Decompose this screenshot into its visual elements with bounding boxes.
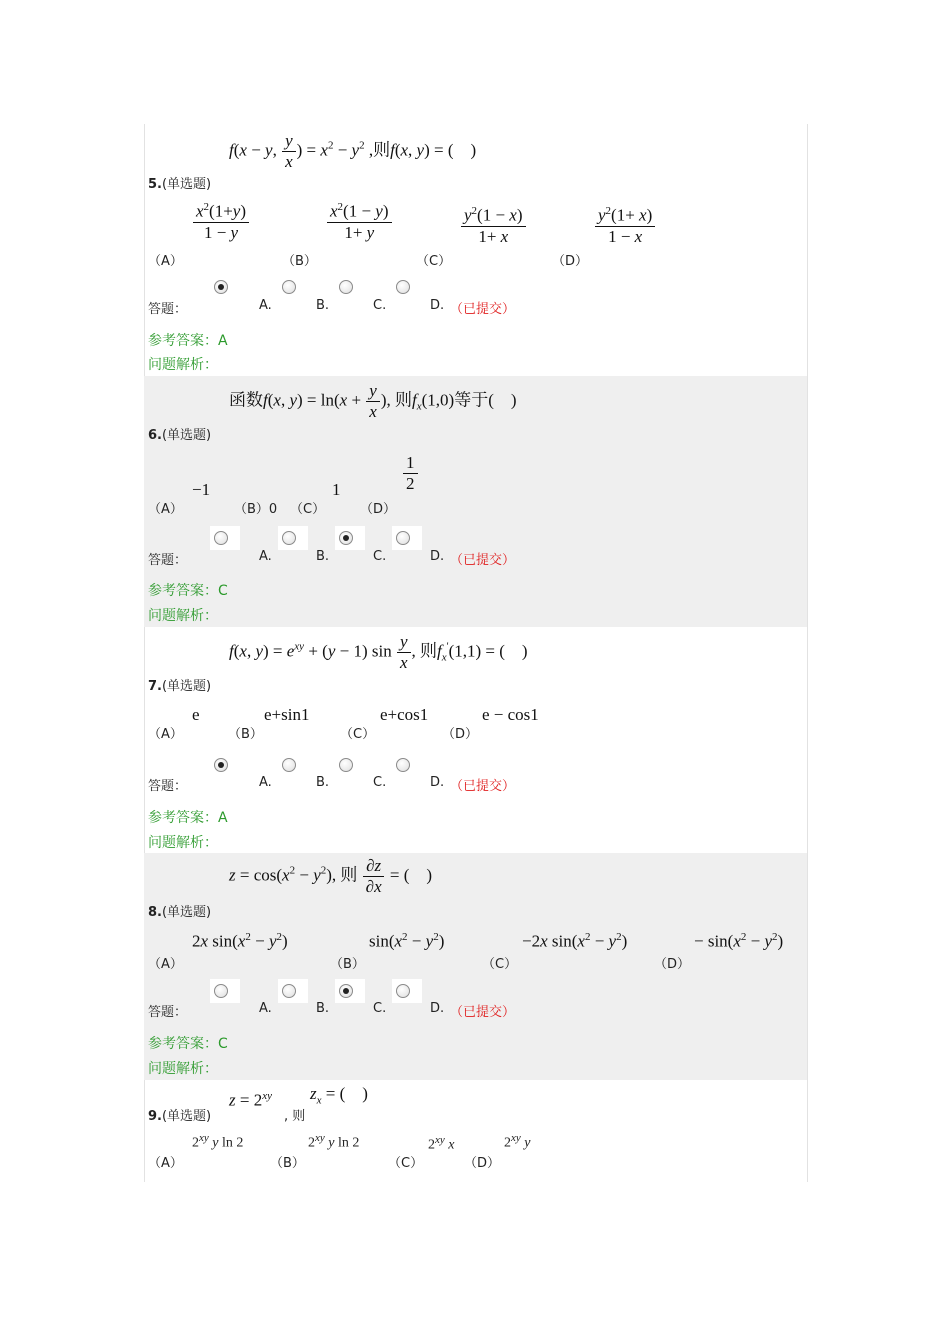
letter-a: A. [259,775,272,790]
radio-option-c[interactable] [339,758,353,772]
option-d-label: （D） [442,727,479,742]
answer-label: 答题： [148,302,188,317]
letter-c: C. [373,775,387,790]
option-d-value: $\frac{1}{2}$ [402,454,419,493]
option-a-label: （A） [148,254,183,269]
letter-a: A. [259,1001,272,1016]
radio-option-d[interactable] [396,984,410,998]
option-a-formula: $2^{xy}$ y ln 2 [192,1132,244,1151]
letter-c: C. [373,298,387,313]
question-stem-then: , 则 [284,1109,306,1124]
option-a-label: （A） [148,727,183,742]
radio-option-c[interactable] [339,280,353,294]
question-number: 8.(单选题) [148,905,212,920]
option-b-formula: $\sin(x^2 - y^2)$ [369,931,445,951]
question-stem-zx: $z_x$ = ( ) [310,1084,368,1107]
option-c-label: （C） [416,254,452,269]
radio-option-c[interactable] [339,984,353,998]
option-d-label: （D） [464,1156,501,1171]
radio-option-b[interactable] [282,531,296,545]
question-number: 6.(单选题) [148,428,212,443]
question-stem: $z = \cos(x^2 - y^2)$, 则 $\frac{\partial z}{\partial x}$ = ( ) [229,856,433,896]
letter-d: D. [430,549,445,564]
option-c-formula: $\frac{y^2(1 - x)}{1+ x}$ [460,206,527,245]
option-a-formula: $\frac{x^2(1+y)}{1 - y}$ [192,202,250,241]
option-b-formula: $\frac{x^2(1 - y)}{1+ y}$ [326,202,393,241]
answer-label: 答题： [148,553,188,568]
answer-label: 答题： [148,779,188,794]
option-c-value: 1 [332,480,341,499]
option-d-label: （D） [360,502,397,517]
option-b-label: （B）0 [234,502,278,517]
radio-option-b[interactable] [282,280,296,294]
option-d-formula: $2^{xy}$ y [504,1132,531,1151]
radio-option-c[interactable] [339,531,353,545]
reference-answer: 参考答案：A [148,810,228,826]
question-8 [144,853,807,1080]
letter-d: D. [430,775,445,790]
radio-option-d[interactable] [396,280,410,294]
letter-d: D. [430,1001,445,1016]
option-c-label: （C） [388,1156,424,1171]
option-c-value: e+cos1 [380,705,429,724]
option-d-label: （D） [654,957,691,972]
option-a-label: （A） [148,957,183,972]
question-7 [144,627,807,853]
option-a-label: （A） [148,502,183,517]
question-stem-z: $z = 2^{xy}$ [229,1090,272,1110]
option-d-label: （D） [552,254,589,269]
reference-answer: 参考答案：C [148,583,228,599]
option-d-formula: $\frac{y^2(1+ x)}{1 - x}$ [594,206,656,245]
analysis-label: 问题解析： [148,835,218,851]
letter-d: D. [430,298,445,313]
answer-label: 答题： [148,1005,188,1020]
option-b-formula: $2^{xy}$ y ln 2 [308,1132,360,1151]
letter-a: A. [259,298,272,313]
option-b-label: （B） [330,957,365,972]
question-6 [144,376,807,627]
radio-option-a[interactable] [214,984,228,998]
radio-option-b[interactable] [282,984,296,998]
radio-option-d[interactable] [396,531,410,545]
question-number: 7.(单选题) [148,679,212,694]
option-c-label: （C） [340,727,376,742]
letter-b: B. [316,549,330,564]
letter-b: B. [316,775,330,790]
option-b-value: e+sin1 [264,705,310,724]
analysis-label: 问题解析： [148,608,218,624]
option-b-label: （B） [282,254,317,269]
option-c-formula: −2x $\sin(x^2 - y^2)$ [522,931,628,951]
option-c-label: （C） [482,957,518,972]
option-b-label: （B） [270,1156,305,1171]
reference-answer: 参考答案：A [148,333,228,349]
radio-option-a[interactable] [214,531,228,545]
option-a-label: （A） [148,1156,183,1171]
question-number: 9.(单选题) [148,1109,212,1124]
option-d-formula: − $\sin(x^2 - y^2)$ [694,931,784,951]
letter-c: C. [373,1001,387,1016]
option-a-value: −1 [192,480,211,499]
question-number: 5.(单选题) [148,177,212,192]
radio-option-d[interactable] [396,758,410,772]
question-stem: f(x − y, $\frac{y}{x}$ ) = $x^2 - y^2$ ,则f(x, y) = ( ) [229,131,477,171]
letter-b: B. [316,1001,330,1016]
radio-option-a[interactable] [214,758,228,772]
option-c-formula: $2^{xy}$ x [428,1134,455,1153]
submitted-status: （已提交） [450,553,516,568]
analysis-label: 问题解析： [148,357,218,373]
question-5 [144,124,807,376]
option-c-label: （C） [290,502,326,517]
question-9 [144,1080,807,1182]
letter-b: B. [316,298,330,313]
reference-answer: 参考答案：C [148,1036,228,1052]
option-a-value: e [192,705,200,724]
letter-a: A. [259,549,272,564]
radio-option-a[interactable] [214,280,228,294]
analysis-label: 问题解析： [148,1061,218,1077]
question-stem: f(x, $y) = e^{xy} + (y - 1)$ sin $\frac{y}{x}$ , 则$f_x'(1,1)$ = ( ) [229,632,528,672]
submitted-status: （已提交） [450,302,516,317]
submitted-status: （已提交） [450,779,516,794]
submitted-status: （已提交） [450,1005,516,1020]
option-b-label: （B） [228,727,263,742]
option-a-formula: 2x $\sin(x^2 - y^2)$ [192,931,288,951]
radio-option-b[interactable] [282,758,296,772]
option-d-value: e − cos1 [482,705,539,724]
question-stem: 函数f(x, y) = ln(x + $\frac{y}{x}$ ), 则$f_x(1,0)$等于( ) [229,381,517,421]
letter-c: C. [373,549,387,564]
